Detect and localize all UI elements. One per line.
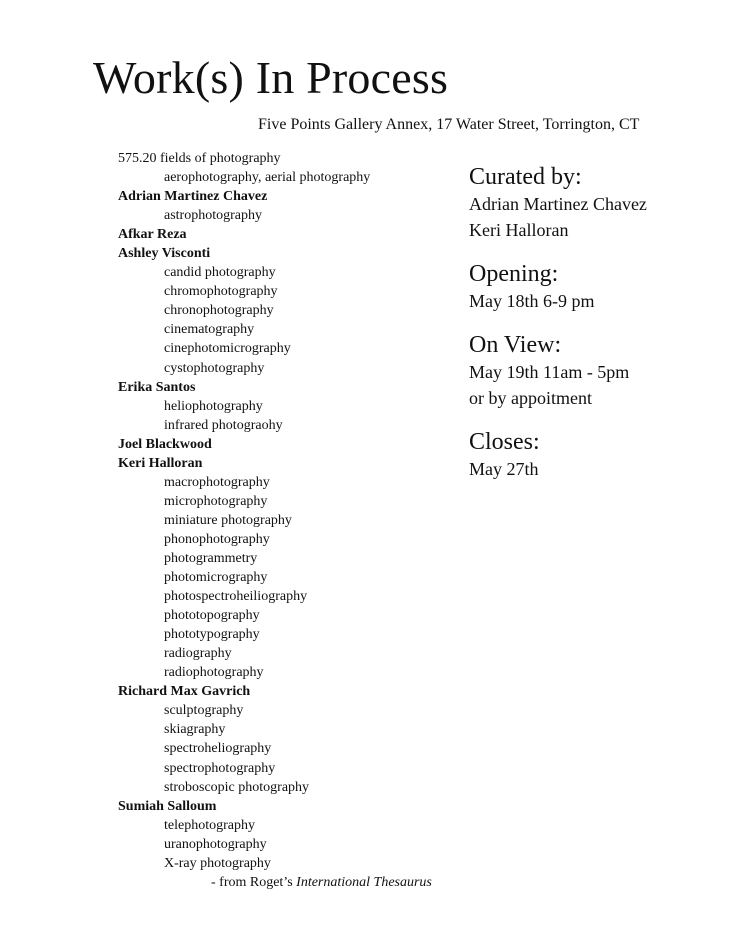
onview-hours: May 19th 11am - 5pm [469,362,630,382]
list-term: cinematography [164,322,255,338]
list-term: phonophotography [164,531,270,547]
list-term: heliophotography [164,398,263,414]
list-term: stroboscopic photography [164,779,310,795]
opening-value: May 18th 6-9 pm [469,291,595,311]
list-term: chromophotography [164,284,278,300]
list-artist: Richard Max Gavrich [118,684,251,700]
curator-name: Keri Halloran [469,220,569,240]
credit-source: International Thesaurus [296,874,432,890]
list-term: infrared photograohy [164,417,283,433]
onview-label: On View: [469,332,562,358]
credit-prefix: - from Roget’s [211,874,297,890]
list-term: spectrophotography [164,760,276,776]
closes-value: May 27th [469,459,539,479]
list-term: microphotography [164,493,268,509]
list-term: telephotography [164,817,255,833]
list-artist: Ashley Visconti [118,246,211,262]
list-term: cinephotomicrography [164,341,291,357]
list-term: skiagraphy [164,722,226,738]
opening-block [469,260,739,314]
exhibition-info [469,163,739,499]
list-term: X-ray photography [164,855,271,871]
list-artist: Afkar Reza [118,227,187,243]
closes-label: Closes: [469,429,540,455]
list-term: uranophotography [164,836,267,852]
page-title: Work(s) In Process [93,52,449,103]
list-term: cystophotography [164,360,265,376]
gallery-address: Five Points Gallery Annex, 17 Water Street, Torrington, CT [258,116,640,133]
list-term: miniature photography [164,512,292,528]
list-term: macrophotography [164,474,270,490]
list-term: radiography [164,646,232,662]
list-term: sculptography [164,703,244,719]
photography-fields-list [118,149,478,892]
list-term: astrophotography [164,208,262,224]
list-term: chronophotography [164,303,274,319]
list-artist: Adrian Martinez Chavez [118,189,268,205]
list-artist: Sumiah Salloum [118,798,217,814]
list-term: spectroheliography [164,741,272,757]
list-term: radiophotography [164,665,264,681]
onview-note: or by appoitment [469,388,592,408]
curator-name: Adrian Martinez Chavez [469,194,647,214]
list-artist: Joel Blackwood [118,436,212,452]
list-heading: 575.20 fields of photography [118,151,281,166]
onview-block [469,331,739,411]
list-term: aerophotography, aerial photography [164,170,371,186]
list-term: photospectroheiliography [164,589,308,605]
curated-label: Curated by: [469,164,582,190]
list-term: phototypography [164,627,260,643]
list-artist: Erika Santos [118,379,196,395]
list-term: photomicrography [164,570,268,586]
closes-block [469,428,739,482]
thesaurus-credit [118,873,478,892]
opening-label: Opening: [469,261,559,287]
curated-block [469,163,739,243]
list-term: phototopography [164,608,260,624]
list-artist: Keri Halloran [118,455,203,471]
list-term: candid photography [164,265,276,281]
list-term: photogrammetry [164,550,258,566]
